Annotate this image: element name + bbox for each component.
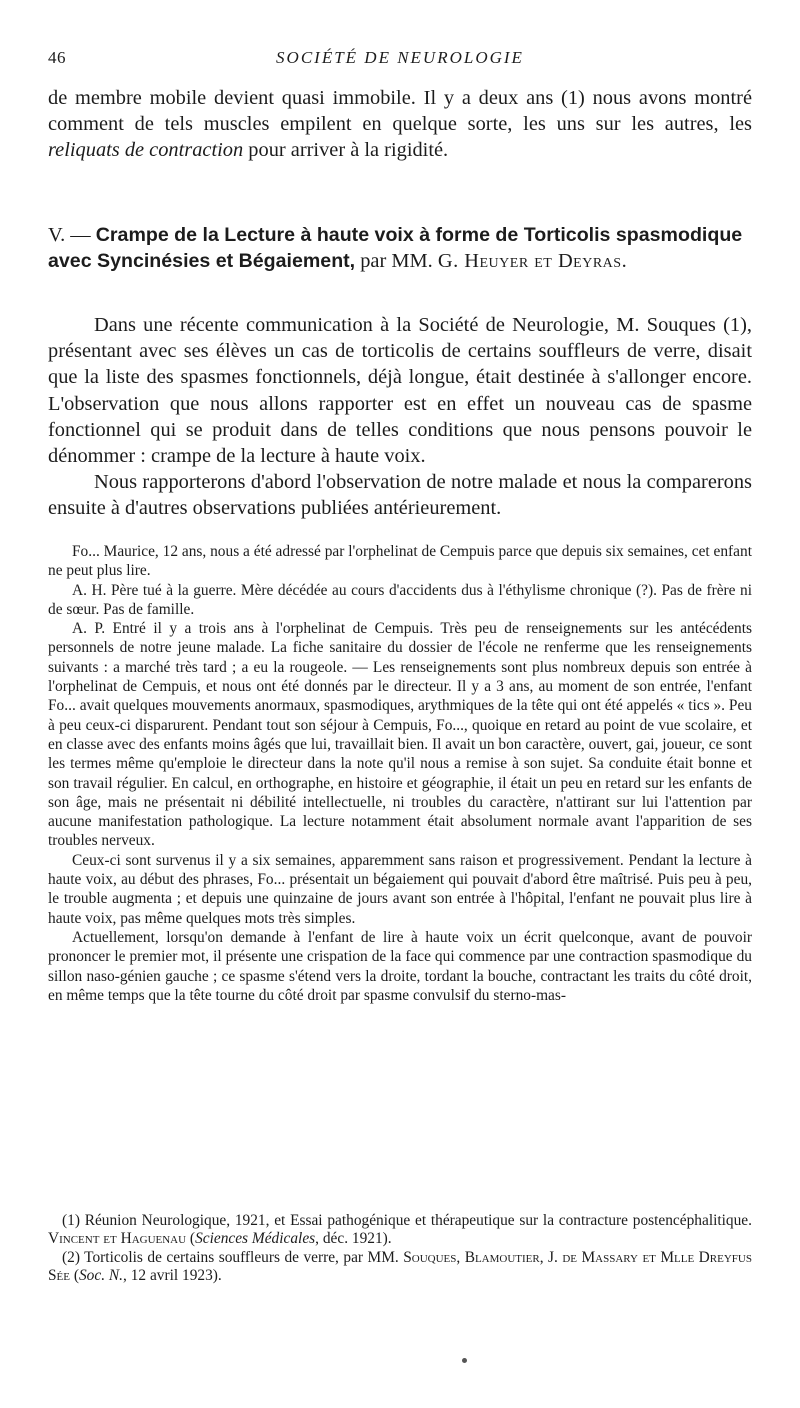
opening-italic-phrase: reliquats de contraction [48,139,244,162]
section-authors: G. Heuyer et Deyras. [437,250,628,273]
opening-paragraph [48,85,752,164]
footnote-2-date: , 12 avril 1923). [123,1266,222,1284]
observation-paragraph: A. P. Entré il y a trois ans à l'orphelinat de Cempuis. Très peu de renseignements sur les antécédents personnels de notre jeune malade. La fiche sanitaire du dossier de l'école ne renferme que les renseignements suivants : a marché très tard ; a eu la rougeole. — Les renseignements sont plus nombreux depuis son entrée à l'orphelinat de Cempuis, et nous ont été donnés par le directeur. Il y a 3 ans, au moment de son entrée, l'enfant Fo... avait quelques mouvements anormaux, spasmodiques, arythmiques de la tête qui ont été appelés « tics ». Peu à peu ceux-ci disparurent. Pendant tout son séjour à Cempuis, Fo..., quoique en retard au point de vue scolaire, et en classe avec des enfants moins âgés que lui, travaillait bien. Il avait un bon caractère, ouvert, gai, joueur, ce sont les termes même qu'emploie le directeur dans la note qu'il nous a remise à son sujet. Sa conduite était bonne et son travail régulier. En calcul, en orthographe, en histoire et géographie, il était un peu en retard sur les enfants de son âge, mais ne présentait ni débilité intellectuelle, ni troubles du caractère, n'attirant sur lui l'attention par aucune manifestation pathologique. La lecture notamment était absolument normale avant l'apparition de ses troubles nerveux. [48,620,752,850]
running-title: SOCIÉTÉ DE NEUROLOGIE [276,48,524,67]
footnote-1-authors: Vincent et Haguenau [48,1229,187,1247]
footnote-1-text: (1) Réunion Neurologique, 1921, et Essai pathogénique et thérapeutique sur la contracture postencéphalitique. [62,1212,752,1229]
page-header [48,48,752,74]
footnote-1-comma: , [315,1229,323,1247]
page-mark-dot [462,1358,467,1363]
footnote-2-journal: Soc. N. [78,1266,124,1284]
footnote-1-paren: ( [186,1229,196,1247]
observation-paragraph: A. H. Père tué à la guerre. Mère décédée au cours d'accidents dus à l'éthylisme chronique (?). Pas de frère ni de sœur. Pas de famille. [48,581,752,618]
footnote-2-authors: Souques, Blamoutier, J. de Massary et Mlle Dreyfus Sée [48,1249,752,1284]
section-number: V. — [48,224,96,246]
observation-section [48,542,752,1005]
section-title: Crampe de la Lecture à haute voix à forme de Torticolis spasmodique avec Syncinésies et Bégaiement, [48,224,743,273]
observation-paragraph: Actuellement, lorsqu'on demande à l'enfant de lire à haute voix un écrit quelconque, avant de pouvoir prononcer le premier mot, il présente une crispation de la face qui commence par une contraction spasmodique du sillon naso-génien gauche ; ce spasme s'étend vers la droite, tordant la bouche, contractant les traits du côté droit, en même temps que la tête tourne du côté droit par spasme convulsif du sterno-mas- [48,928,752,1004]
opening-text-end: pour arriver à la rigidité. [243,139,449,162]
footnote-1 [48,1212,752,1247]
footnote-2-text: (2) Torticolis de certains souffleurs de verre, par MM. [62,1249,404,1266]
page-number: 46 [48,48,66,67]
observation-paragraph: Ceux-ci sont survenus il y a six semaines, apparemment sans raison et progressivement. Pendant la lecture à haute voix, au début des phrases, Fo... présentait un bégaiement qui pouvait d'abord être maîtrisé. Puis peu à peu, le trouble augmenta ; et depuis une quinzaine de jours avant son entrée à l'hôpital, l'enfant ne pouvait plus lire à haute voix, pas même quelques mots très simples. [48,851,752,927]
footnote-2 [48,1249,752,1284]
section-heading [48,222,752,274]
intro-paragraph-1: Dans une récente communication à la Société de Neurologie, M. Souques (1), présentant avec ses élèves un cas de torticolis de certains souffleurs de verre, disait que la liste des spasmes fonctionnels, déjà longue, était destinée à s'allonger encore. L'observation que nous allons rapporter est en effet un nouveau cas de spasme fonctionnel qui se produit dans de telles conditions que nous pensons pouvoir le dénommer : crampe de la lecture à haute voix. [48,314,752,468]
opening-text-start: de membre mobile devient quasi immobile. Il y a deux ans (1) nous avons montré comment de tels muscles empilent en quelque sorte, les uns sur les autres, les [48,87,752,136]
footnote-1-date: déc. 1921). [322,1229,392,1247]
intro-paragraph-2: Nous rapporterons d'abord l'observation de notre malade et nous la comparerons ensuite à d'autres observations publiées antérieurement. [48,471,752,520]
section-by: par MM. [355,250,438,273]
footnote-1-journal: Sciences Médicales [195,1229,316,1247]
observation-paragraph: Fo... Maurice, 12 ans, nous a été adressé par l'orphelinat de Cempuis parce que depuis six semaines, cet enfant ne peut plus lire. [48,543,752,580]
footnote-2-paren: ( [70,1266,79,1284]
footnotes [48,1212,752,1286]
